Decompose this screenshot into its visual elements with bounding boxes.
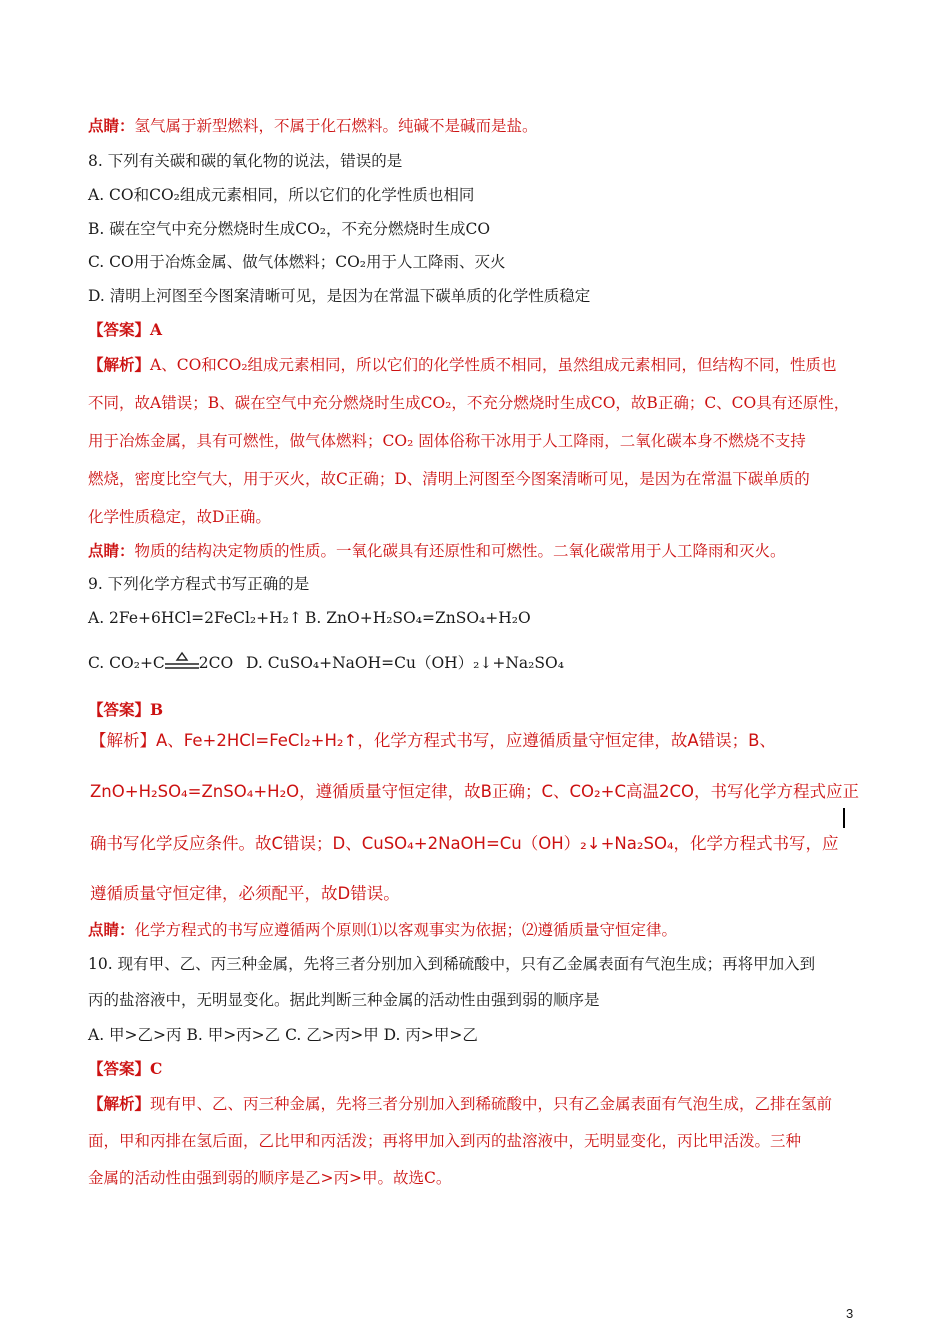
q9-analysis-line: 遵循质量守恒定律，必须配平，故D错误。 <box>90 884 400 903</box>
q8-analysis-line: 燃烧，密度比空气大，用于灭火，故C正确；D、清明上河图至今图案清晰可见，是因为在常温下碳单质的 <box>88 470 810 488</box>
heat-condition-icon <box>165 654 199 674</box>
q9-analysis-line: 【解析】A、Fe+2HCl=FeCl₂+H₂↑，化学方程式书写，应遵循质量守恒定律，故A错误；B、 <box>90 731 776 750</box>
q9-option-b: B. ZnO+H₂SO₄=ZnSO₄+H₂O <box>305 609 531 627</box>
q10-options: A. 甲>乙>丙 B. 甲>丙>乙 C. 乙>丙>甲 D. 丙>甲>乙 <box>88 1026 478 1044</box>
question-9-stem: 9. 下列化学方程式书写正确的是 <box>88 575 310 593</box>
q8-analysis-line: 【解析】A、CO和CO₂组成元素相同，所以它们的化学性质不相同，虽然组成元素相同，但结构不同，性质也 <box>88 355 837 374</box>
q8-analysis-line: 化学性质稳定，故D正确。 <box>88 508 271 526</box>
q8-option-d: D. 清明上河图至今图案清晰可见，是因为在常温下碳单质的化学性质稳定 <box>88 287 591 305</box>
q8-option-b: B. 碳在空气中充分燃烧时生成CO₂，不充分燃烧时生成CO <box>88 220 491 238</box>
q10-answer: 【答案】C <box>88 1059 163 1078</box>
q9-option-a: A. 2Fe+6HCl=2FeCl₂+H₂↑ <box>88 609 302 627</box>
question-8-stem: 8. 下列有关碳和碳的氧化物的说法，错误的是 <box>88 152 403 170</box>
q10-analysis-line: 【解析】现有甲、乙、丙三种金属，先将三者分别加入到稀硫酸中，只有乙金属表面有气泡生成，乙排在氢前 <box>88 1094 833 1113</box>
q10-analysis-line: 面，甲和丙排在氢后面，乙比甲和丙活泼；再将甲加入到丙的盐溶液中，无明显变化，丙比甲活泼。三种 <box>88 1132 802 1150</box>
text-cursor <box>843 808 845 828</box>
q9-option-c: C. CO₂+C 2CO <box>88 654 234 672</box>
question-10-stem: 丙的盐溶液中，无明显变化。据此判断三种金属的活动性由强到弱的顺序是 <box>88 991 600 1009</box>
question-10-stem: 10. 现有甲、乙、丙三种金属，先将三者分别加入到稀硫酸中，只有乙金属表面有气泡生成；再将甲加入到 <box>88 955 816 973</box>
q8-analysis-line: 用于冶炼金属，具有可燃性，做气体燃料；CO₂ 固体俗称干冰用于人工降雨，二氧化碳本身不燃烧不支持 <box>88 432 806 450</box>
q9-analysis-line: 确书写化学反应条件。故C错误；D、CuSO₄+2NaOH=Cu（OH）₂↓+Na₂SO₄，化学方程式书写，应 <box>90 834 839 853</box>
q9-option-d: D. CuSO₄+NaOH=Cu（OH）₂↓+Na₂SO₄ <box>246 654 564 672</box>
tip-q8: 点睛：物质的结构决定物质的性质。一氧化碳具有还原性和可燃性。二氧化碳常用于人工降雨和灭火。 <box>88 541 786 560</box>
page-number: 3 <box>846 1306 854 1321</box>
q8-analysis-line: 不同，故A错误；B、碳在空气中充分燃烧时生成CO₂，不充分燃烧时生成CO，故B正确；C、CO具有还原性， <box>88 394 850 412</box>
q8-option-c: C. CO用于冶炼金属、做气体燃料；CO₂用于人工降雨、灭火 <box>88 253 506 271</box>
q8-option-a: A. CO和CO₂组成元素相同，所以它们的化学性质也相同 <box>88 186 475 204</box>
q8-answer: 【答案】A <box>88 320 163 339</box>
q10-analysis-line: 金属的活动性由强到弱的顺序是乙>丙>甲。故选C。 <box>88 1169 452 1187</box>
q9-analysis-line: ZnO+H₂SO₄=ZnSO₄+H₂O，遵循质量守恒定律，故B正确；C、CO₂+C高温2CO，书写化学方程式应正 <box>90 782 859 801</box>
tip-q7: 点睛：氢气属于新型燃料，不属于化石燃料。纯碱不是碱而是盐。 <box>88 116 538 135</box>
q9-answer: 【答案】B <box>88 700 164 719</box>
tip-q9: 点睛：化学方程式的书写应遵循两个原则⑴以客观事实为依据；⑵遵循质量守恒定律。 <box>88 920 678 939</box>
